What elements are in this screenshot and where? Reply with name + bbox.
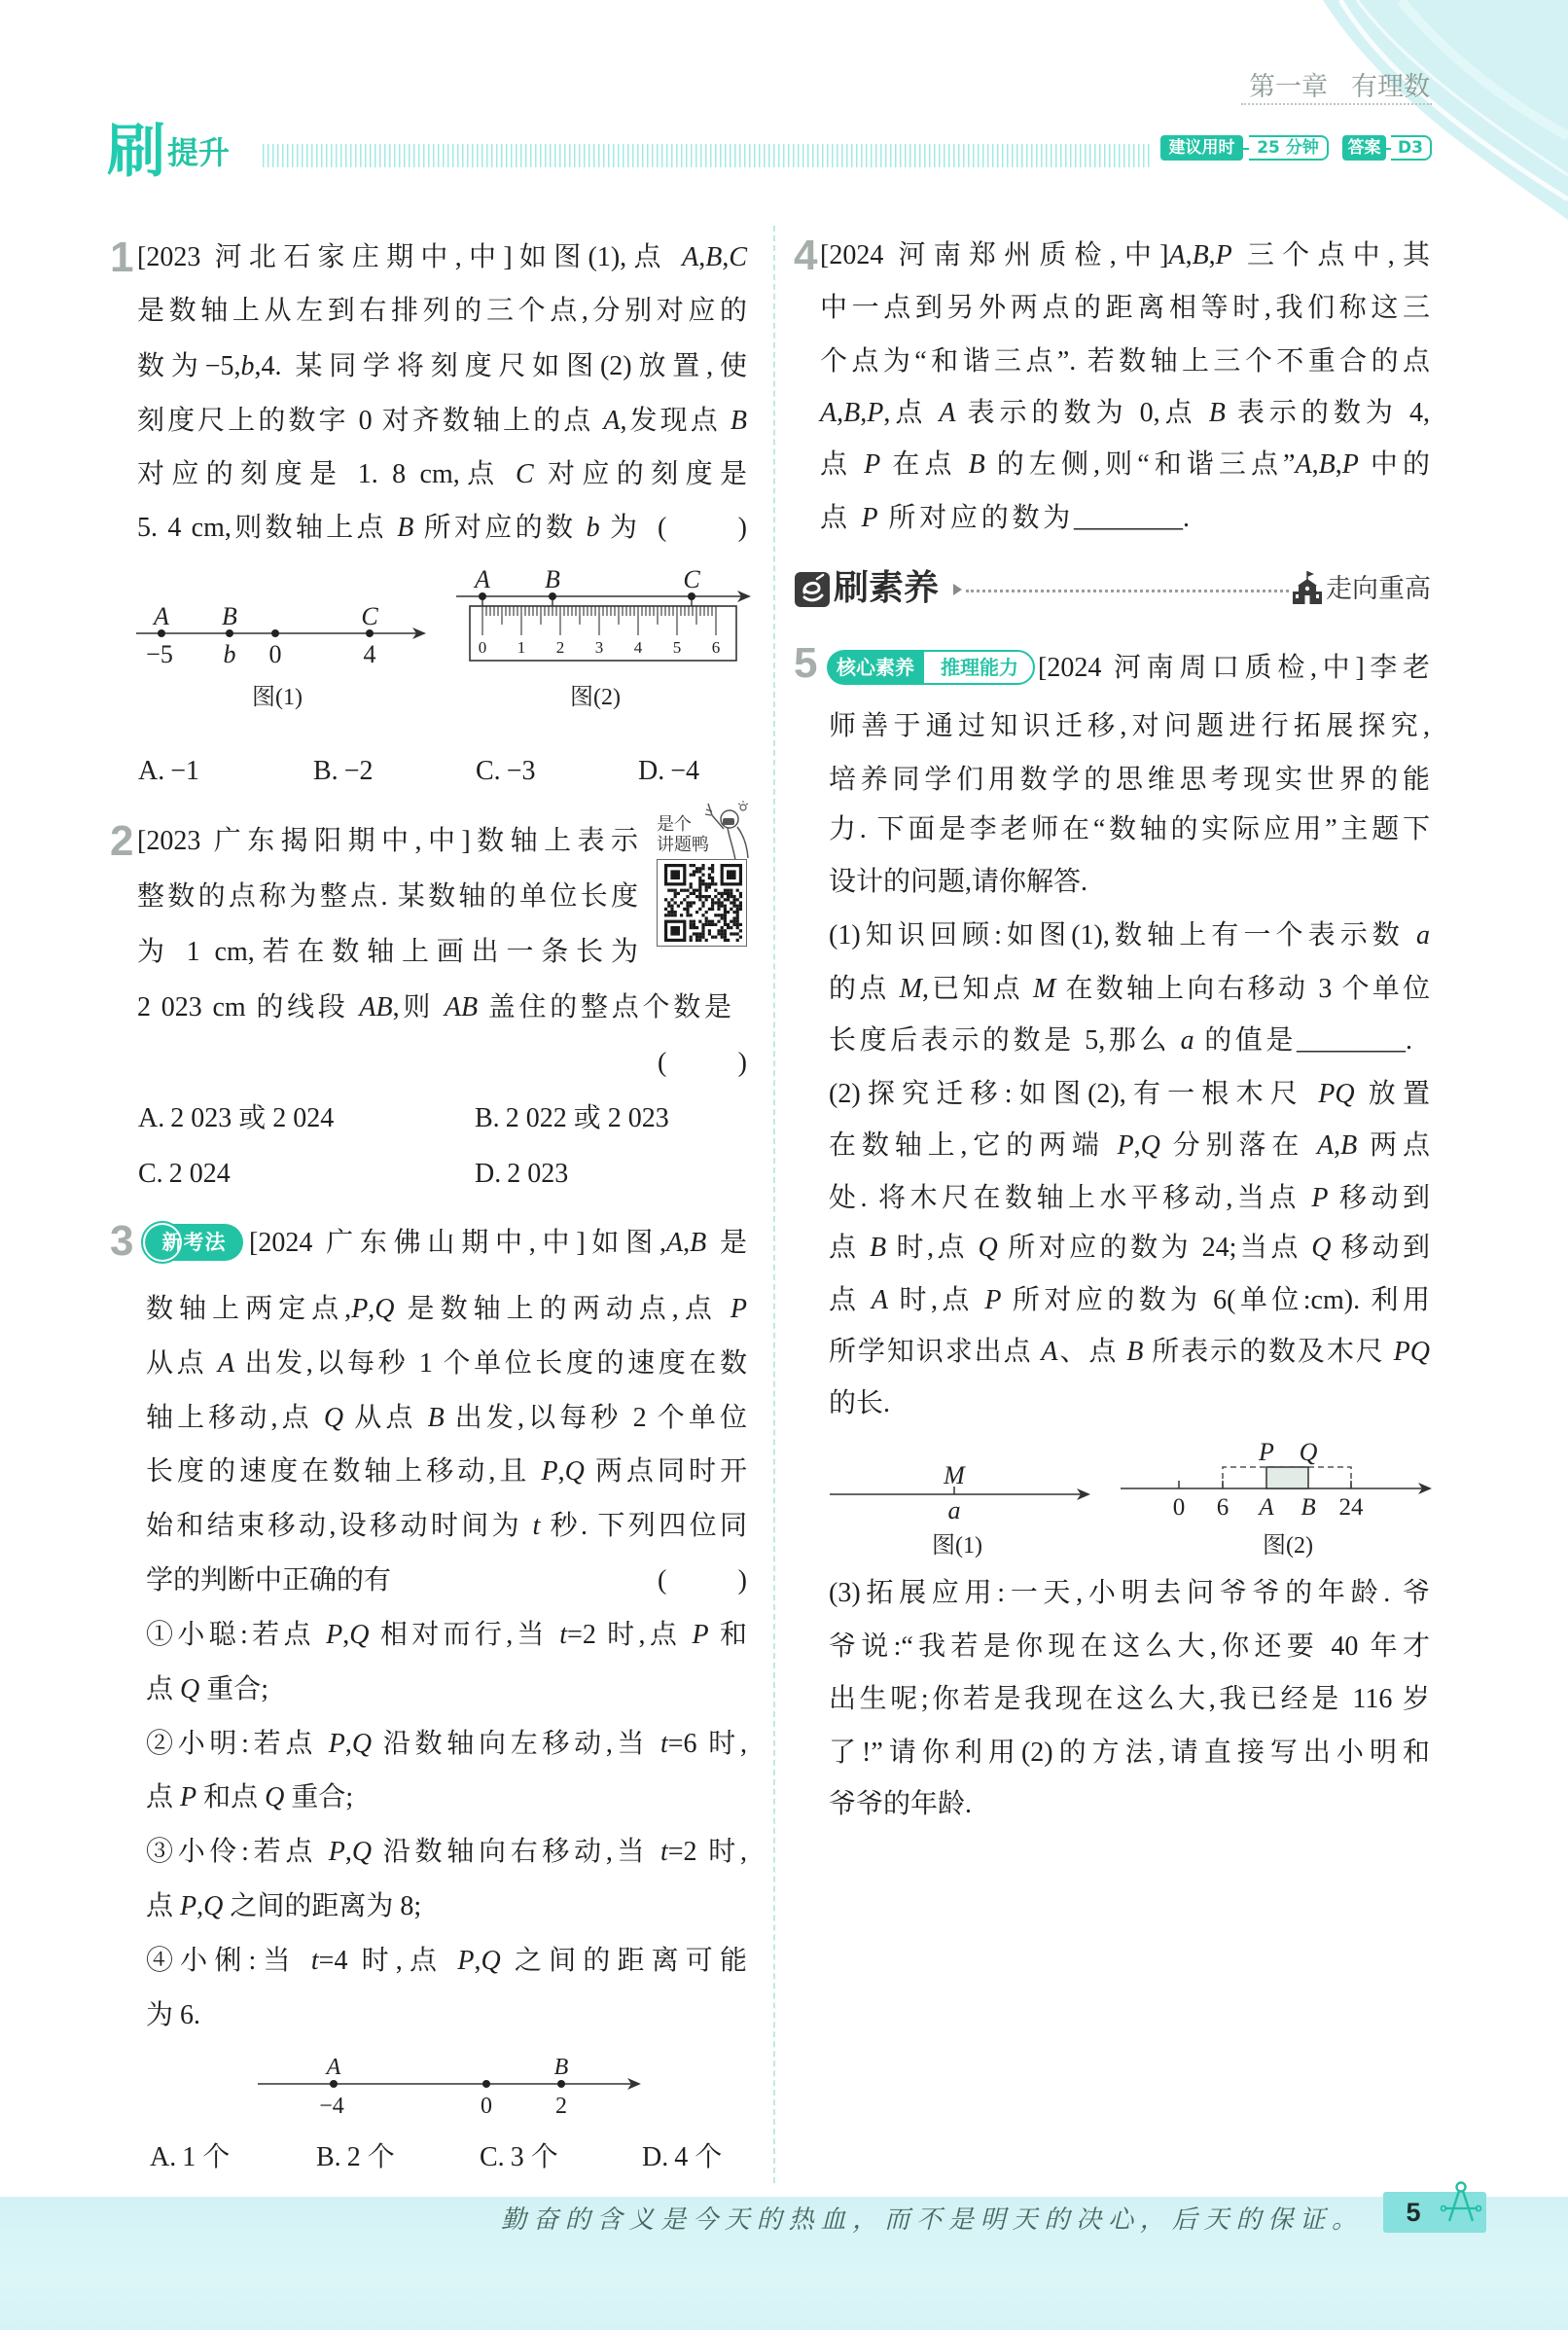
new-exam-style-badge: 新考法 [145, 1224, 243, 1261]
qr-modules [664, 864, 742, 942]
section-glyph: 刷 [107, 118, 165, 186]
chapter-number: 第一章 [1249, 72, 1328, 102]
suggested-time-label: 建议用时 [1160, 135, 1243, 161]
paren-close: ) [737, 513, 747, 543]
statement-line: ②小明:若点 P,Q 沿数轴向左移动,当 t=6 时, [146, 1729, 747, 1759]
option-value: −3 [506, 756, 536, 786]
option-label: B. [316, 2142, 341, 2172]
question-text-line: 数为−5,b,4. 某同学将刻度尺如图(2)放置,使 [137, 351, 748, 381]
statement-line: 点 P 和点 Q 重合; [146, 1782, 354, 1812]
point-label: B [545, 565, 560, 593]
option-label: B. [313, 756, 339, 786]
axis-label: A [1259, 1494, 1274, 1521]
section-title-suyang: 刷素养 [834, 568, 940, 608]
question-text-line: 5. 4 cm,则数轴上点 B 所对应的数 b 为 [137, 513, 637, 543]
core-literacy-badge: 核心素养 [827, 650, 924, 685]
q3-figure-number-line [248, 2043, 657, 2126]
option-label: A. [138, 1103, 165, 1133]
question-text-line: A,B,P,点 A 表示的数为 0,点 B 表示的数为 4, [820, 398, 1430, 428]
paren-close: ) [737, 1565, 747, 1595]
question-text-line: 始和结束移动,设移动时间为 t 秒. 下列四位同 [146, 1511, 747, 1541]
question-text-line: 从点 A 出发,以每秒 1 个单位长度的速度在数 [146, 1348, 747, 1379]
question-text-line: [2024 河南周口质检,中]李老 [1038, 653, 1430, 683]
point-value: −4 [319, 2094, 344, 2119]
dotted-leader-line [966, 590, 1289, 592]
answer-page-ref: D3 [1391, 135, 1432, 161]
chapter-name: 有理数 [1351, 72, 1430, 102]
question-text-line: 出生呢;你若是我现在这么大,我已经是 116 岁 [829, 1684, 1430, 1714]
qr-caption-line: 讲题鸭 [657, 835, 709, 855]
question-number: 5 [794, 639, 818, 687]
question-number: 1 [110, 233, 134, 281]
option-b [313, 752, 373, 791]
pen-logo-icon [794, 571, 831, 608]
option-d [642, 2138, 722, 2177]
school-building-icon [1291, 569, 1324, 606]
question-text-line: 为 1 cm,若在数轴上画出一条长为 [137, 937, 638, 967]
axis-label: 6 [1216, 1494, 1229, 1521]
option-value: −2 [343, 756, 374, 786]
option-d [475, 1155, 568, 1194]
option-value: 2 022 或 2 023 [505, 1103, 669, 1133]
qr-caption-line: 是个 [657, 814, 692, 835]
question-text-line: [2024 广东佛山期中,中]如图,A,B 是 [249, 1228, 747, 1258]
point-value: a [947, 1496, 961, 1524]
statement-line: 为 6. [146, 2000, 201, 2030]
question-text-line: 的长. [829, 1388, 891, 1418]
question-number: 3 [110, 1217, 134, 1265]
option-a [138, 752, 199, 791]
answer-parentheses [658, 1561, 747, 1600]
question-text-line: 了!”请你利用(2)的方法,请直接写出小明和 [829, 1738, 1430, 1768]
point-label: A [326, 2055, 341, 2080]
option-label: C. [138, 1159, 163, 1189]
figure-caption: 图(1) [932, 1533, 982, 1559]
statement-line: 点 P,Q 之间的距离为 8; [146, 1891, 422, 1921]
question-text-line: (2)探究迁移:如图(2),有一根木尺 PQ 放置 [829, 1079, 1430, 1109]
point-label: C [361, 602, 378, 630]
page-number: 5 [1406, 2198, 1421, 2227]
question-text-line: [2023 河北石家庄期中,中]如图(1),点 A,B,C [137, 242, 747, 272]
question-text-line: 所学知识求出点 A、点 B 所表示的数及木尺 PQ [829, 1337, 1430, 1367]
option-b [475, 1099, 669, 1138]
point-label: C [683, 565, 700, 593]
point-value: 0 [268, 640, 282, 668]
ruler-label: 5 [672, 638, 682, 657]
ruler-label: 3 [594, 638, 604, 657]
chapter-title [1196, 71, 1430, 104]
paren-open: ( [658, 1048, 667, 1078]
figure-caption: 图(1) [252, 685, 303, 710]
ruler-label: 0 [478, 638, 487, 657]
ruler-label: 1 [517, 638, 526, 657]
question-text-line: 轴上移动,点 Q 从点 B 出发,以每秒 2 个单位 [146, 1403, 747, 1433]
question-text-line: [2023 广东揭阳期中,中]数轴上表示 [137, 826, 638, 856]
header-hatch-band [263, 144, 1150, 167]
figure-caption: 图(2) [570, 685, 621, 710]
badge-ring-decoration [141, 1221, 184, 1264]
option-a [138, 1099, 334, 1138]
question-text-line: 处. 将木尺在数轴上水平移动,当点 P 移动到 [829, 1183, 1430, 1213]
statement-line: 点 Q 重合; [146, 1674, 269, 1704]
point-value: 2 [555, 2094, 567, 2119]
paren-close: ) [737, 1048, 747, 1078]
option-a [150, 2138, 230, 2177]
option-label: B. [475, 1103, 500, 1133]
question-text-line: 爷说:“我若是你现在这么大,你还要 40 年才 [829, 1631, 1430, 1662]
option-value: 4 个 [674, 2142, 723, 2172]
point-value: 0 [481, 2094, 492, 2119]
option-value: 2 023 或 2 024 [170, 1103, 335, 1133]
option-value: 2 024 [168, 1159, 231, 1189]
point-label: B [222, 602, 237, 630]
section-subtitle: 走向重高 [1326, 574, 1431, 604]
section-title: 提升 [167, 134, 231, 171]
question-text-line: 对应的刻度是 1. 8 cm,点 C 对应的刻度是 [137, 459, 747, 489]
duck-mascot-icon [687, 800, 751, 862]
ruler-end-label: P [1259, 1438, 1274, 1466]
point-value: b [223, 640, 236, 668]
column-divider [773, 226, 775, 2183]
question-text-line: (3)拓展应用:一天,小明去问爷爷的年龄. 爷 [829, 1578, 1430, 1608]
question-text-line: 长度后表示的数是 5,那么 a 的值是________. [829, 1025, 1412, 1056]
paren-open: ( [658, 1565, 667, 1595]
question-text-line: 中一点到另外两点的距离相等时,我们称这三 [820, 293, 1430, 323]
q1-figure1-number-line [122, 584, 443, 715]
axis-label: 0 [1172, 1494, 1186, 1521]
question-text-line: 刻度尺上的数字 0 对齐数轴上的点 A,发现点 B [137, 406, 747, 436]
question-text-line: 是数轴上从左到右排列的三个点,分别对应的 [137, 296, 747, 326]
point-value: −5 [146, 640, 173, 668]
option-value: 3 个 [510, 2142, 558, 2172]
qr-code-pattern [657, 859, 747, 947]
ruler-end-label: Q [1299, 1438, 1318, 1466]
figure-caption: 图(2) [1263, 1533, 1313, 1559]
question-text-line: 个点为“和谐三点”. 若数轴上三个不重合的点 [820, 346, 1430, 376]
question-text-line: 的点 M,已知点 M 在数轴上向右移动 3 个单位 [829, 974, 1430, 1004]
statement-line: ③小伶:若点 P,Q 沿数轴向右移动,当 t=2 时, [146, 1837, 747, 1867]
chapter-underline [1241, 103, 1432, 105]
question-text-line: (1)知识回顾:如图(1),数轴上有一个表示数 a [829, 920, 1430, 950]
option-value: 2 023 [507, 1159, 569, 1189]
option-label: A. [150, 2142, 177, 2172]
option-value: 1 个 [182, 2142, 231, 2172]
option-label: D. [475, 1159, 502, 1189]
ruler-label: 6 [711, 638, 721, 657]
option-label: C. [480, 2142, 505, 2172]
ability-badge: 推理能力 [920, 650, 1035, 685]
option-c [480, 2138, 558, 2177]
question-text-line: 整数的点称为整点. 某数轴的单位长度 [137, 881, 638, 912]
option-d [638, 752, 699, 791]
paren-open: ( [658, 513, 667, 543]
question-number: 4 [794, 232, 818, 279]
question-text-line: 师善于通过知识迁移,对问题进行拓展探究, [829, 711, 1430, 741]
question-text-line: 培养同学们用数学的思维思考现实世界的能 [829, 765, 1430, 795]
question-text-line: 数轴上两定点,P,Q 是数轴上的两动点,点 P [146, 1294, 747, 1324]
option-c [138, 1155, 231, 1194]
axis-label: 24 [1338, 1494, 1364, 1521]
point-label: M [944, 1461, 965, 1489]
question-text-line: 点 P 所对应的数为________. [820, 503, 1190, 533]
answer-parentheses [658, 509, 747, 548]
question-text-line: 点 A 时,点 P 所对应的数为 6(单位:cm). 利用 [829, 1285, 1430, 1315]
option-label: A. [138, 756, 165, 786]
axis-label: B [1301, 1494, 1316, 1521]
question-text-line: 设计的问题,请你解答. [829, 867, 1088, 897]
q1-figure2-ruler [447, 564, 759, 715]
arrow-right-icon [953, 584, 962, 595]
question-text-line: 学的判断中正确的有 [146, 1565, 392, 1595]
answer-parentheses [658, 1044, 747, 1083]
brush-stroke-decoration [1245, 0, 1568, 253]
statement-line: ④小俐:当 t=4 时,点 P,Q 之间的距离可能 [146, 1946, 747, 1976]
question-text-line: 2 023 cm 的线段 AB,则 AB 盖住的整点个数是 [137, 992, 731, 1022]
question-text-line: 爷爷的年龄. [829, 1789, 973, 1819]
footer-motto: 勤奋的含义是今天的热血，而不是明天的决心，后天的保证。 [501, 2205, 1357, 2235]
point-label: B [553, 2055, 569, 2080]
option-b [316, 2138, 395, 2177]
point-label: A [154, 602, 169, 630]
question-text-line: 长度的速度在数轴上移动,且 P,Q 两点同时开 [146, 1456, 747, 1487]
option-label: C. [476, 756, 501, 786]
question-number: 2 [110, 817, 134, 865]
question-text-line: [2024 河南郑州质检,中]A,B,P 三个点中,其 [820, 240, 1430, 270]
suggested-time-value: 25 分钟 [1249, 135, 1329, 161]
question-text-line: 在数轴上,它的两端 P,Q 分别落在 A,B 两点 [829, 1130, 1430, 1161]
option-label: D. [642, 2142, 669, 2172]
question-text-line: 点 P 在点 B 的左侧,则“和谐三点”A,B,P 中的 [820, 449, 1430, 480]
point-label: A [475, 565, 490, 593]
option-label: D. [638, 756, 665, 786]
answer-label: 答案 [1342, 135, 1386, 161]
question-text-line: 力. 下面是李老师在“数轴的实际应用”主题下 [829, 814, 1430, 844]
option-c [476, 752, 535, 791]
statement-line: ①小聪:若点 P,Q 相对而行,当 t=2 时,点 P 和 [146, 1620, 747, 1650]
question-text-line: 点 B 时,点 Q 所对应的数为 24;当点 Q 移动到 [829, 1233, 1430, 1263]
option-value: −4 [670, 756, 700, 786]
option-value: −1 [170, 756, 200, 786]
point-value: 4 [363, 640, 376, 668]
ruler-label: 2 [555, 638, 565, 657]
option-value: 2 个 [346, 2142, 395, 2172]
q5-figures [822, 1438, 1440, 1559]
ruler-label: 4 [633, 638, 643, 657]
compass-icon [1440, 2179, 1482, 2224]
